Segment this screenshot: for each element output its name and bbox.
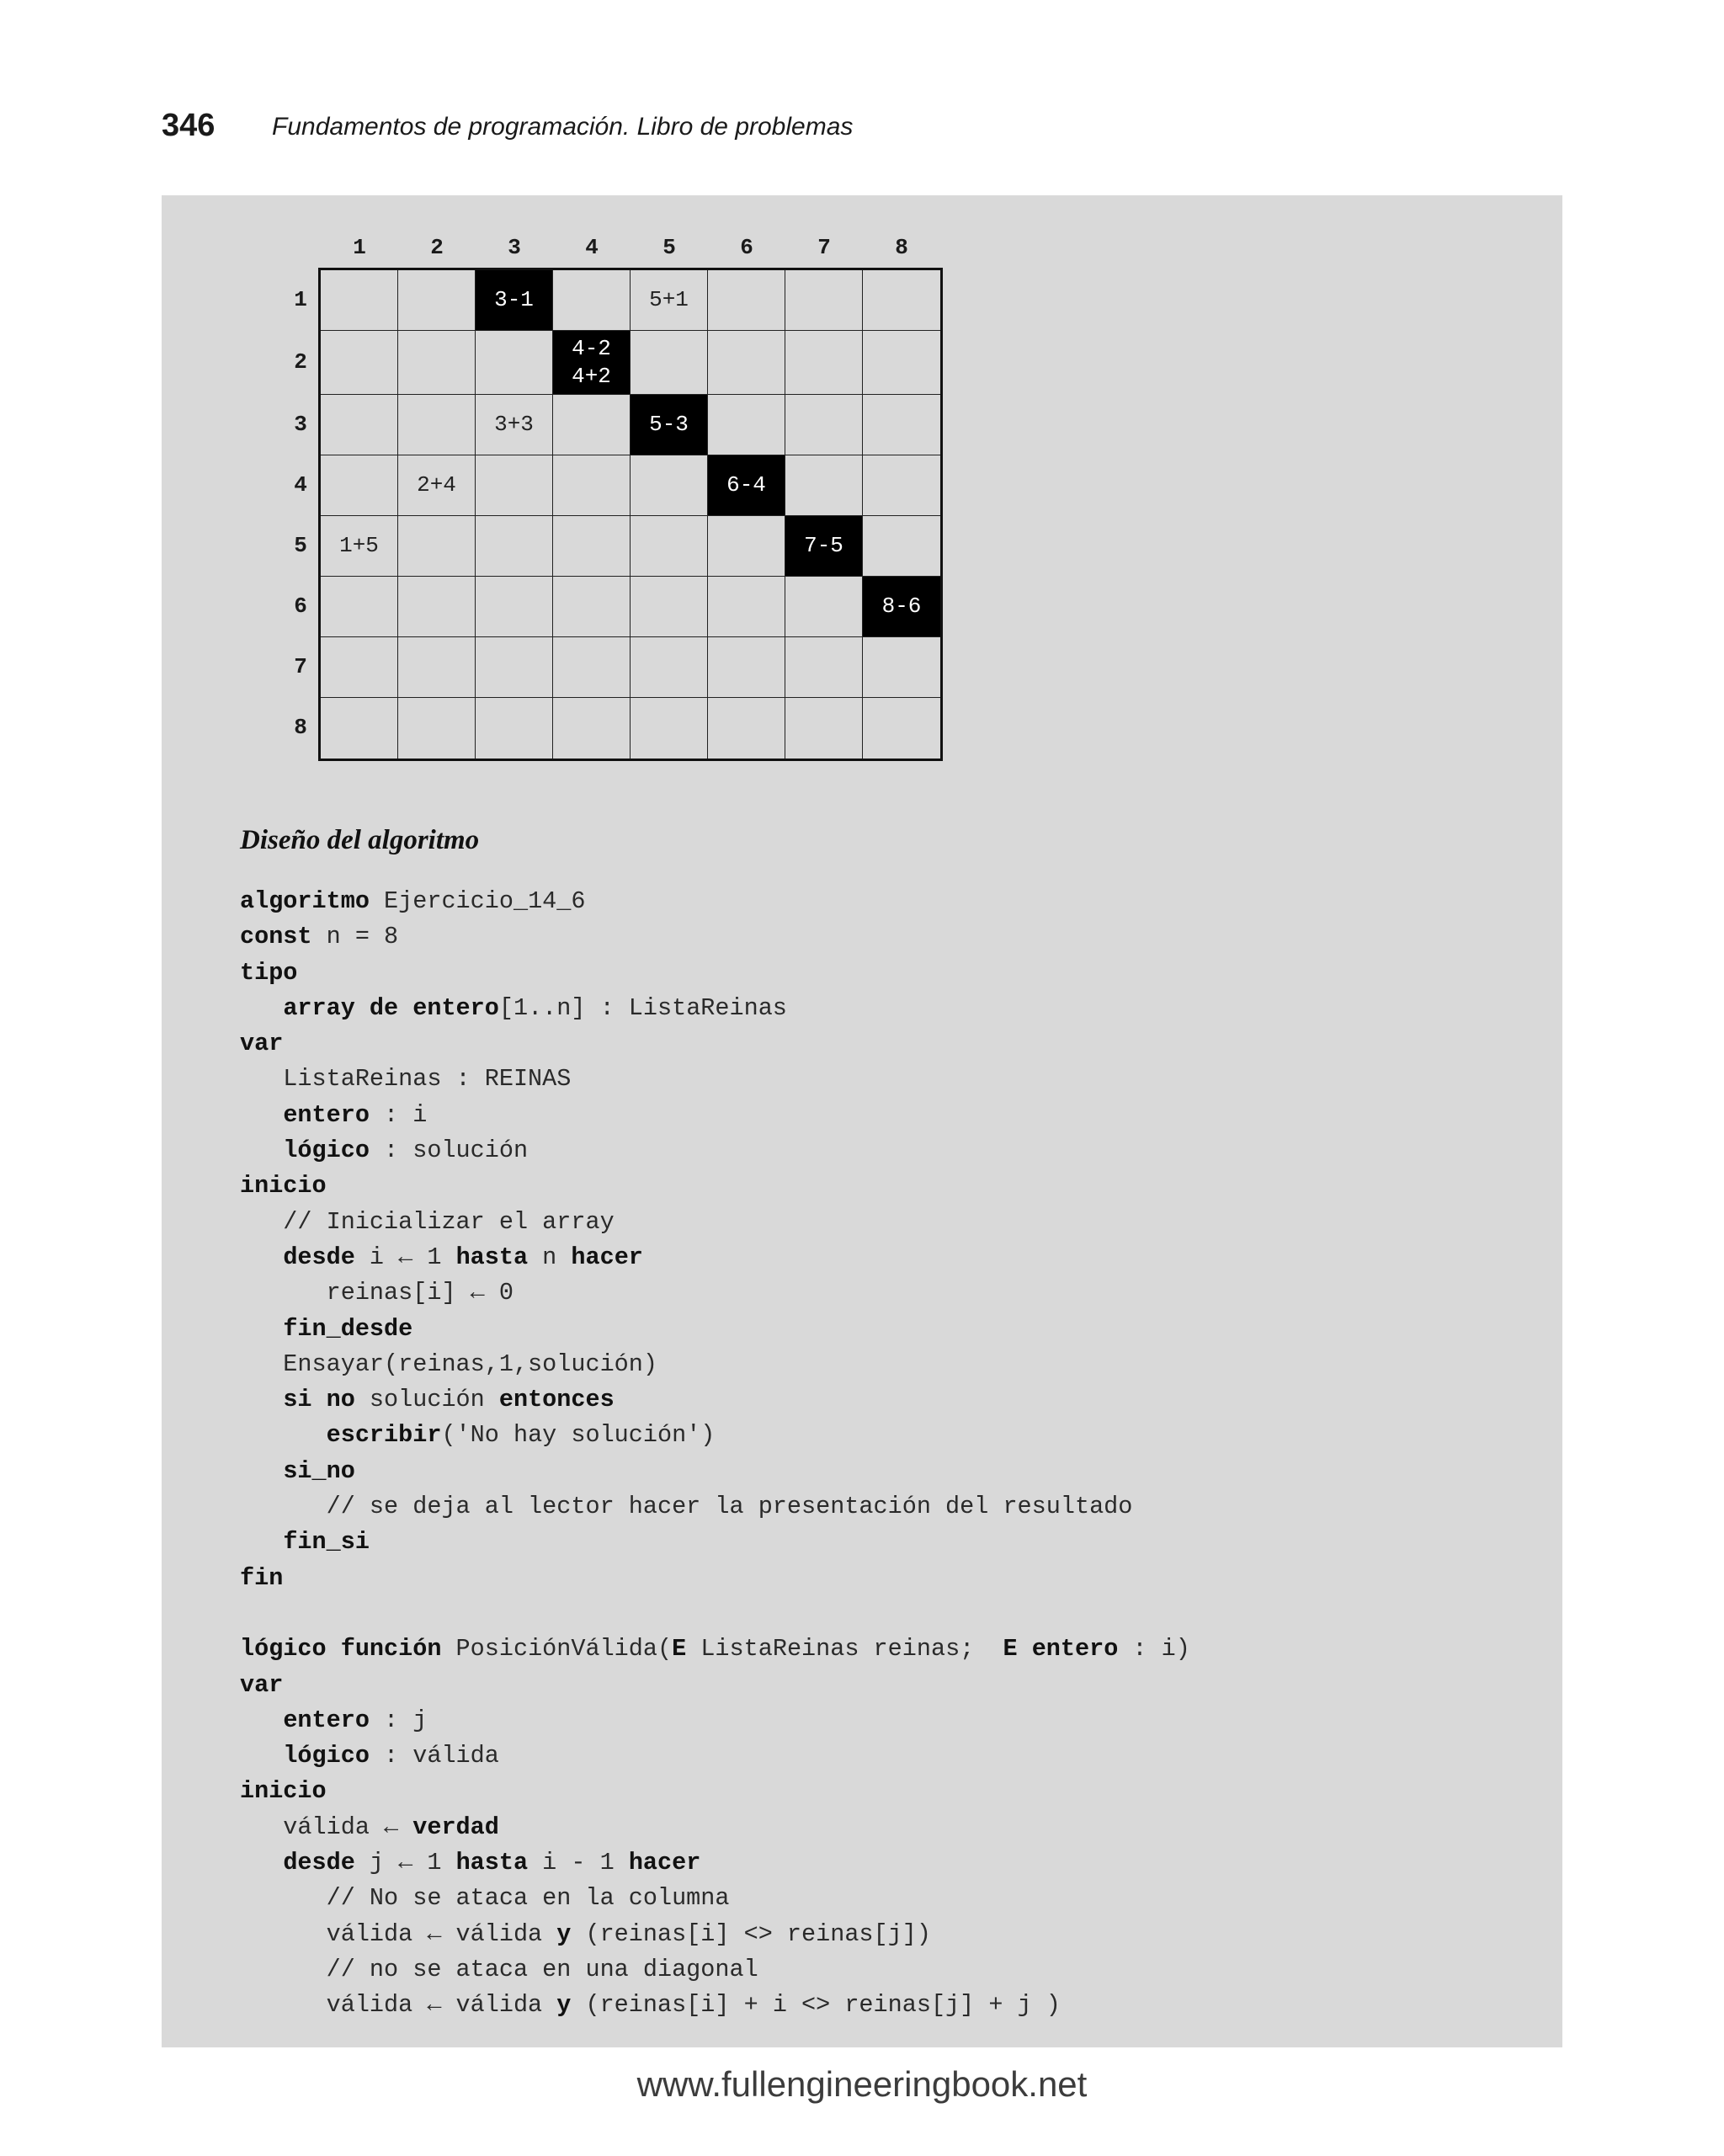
board-cell	[631, 577, 708, 637]
code-text	[240, 1101, 283, 1129]
cell-text: 3+3	[494, 412, 534, 438]
code-text: ('No hay solución')	[441, 1421, 716, 1450]
code-line	[240, 1845, 1190, 1881]
cell-text: 6-4	[726, 472, 766, 498]
board-cell	[863, 516, 940, 577]
column-label: 7	[817, 235, 831, 260]
code-line	[240, 1026, 1190, 1062]
code-line	[240, 956, 1190, 991]
section-title: Diseño del algoritmo	[240, 825, 480, 855]
code-text: solución	[354, 1386, 499, 1414]
board-cell	[321, 637, 398, 698]
code-line	[240, 1205, 1190, 1240]
board-cell	[476, 698, 553, 759]
code-keyword: hacer	[571, 1243, 643, 1271]
code-text: válida ←	[240, 1813, 413, 1841]
code-keyword: y	[556, 1991, 572, 2020]
board-cell	[631, 455, 708, 516]
code-keyword: lógico	[283, 1137, 370, 1165]
code-line	[240, 1240, 1190, 1275]
board-cell	[708, 516, 785, 577]
code-text	[240, 1457, 283, 1485]
queen-cell	[553, 331, 631, 395]
row-label: 7	[294, 654, 307, 679]
board-cell	[321, 577, 398, 637]
board-row	[321, 577, 940, 637]
code-text: : j	[369, 1706, 428, 1734]
code-keyword: E	[672, 1635, 687, 1664]
cell-text: 3-1	[494, 287, 534, 313]
board-cell	[398, 395, 476, 455]
board-cell	[785, 455, 863, 516]
board-row	[321, 270, 940, 331]
board-cell	[863, 395, 940, 455]
code-line	[240, 1312, 1190, 1347]
queen-cell	[785, 516, 863, 577]
cell-text: 5-3	[649, 412, 689, 438]
code-line	[240, 1489, 1190, 1525]
board-cell	[553, 637, 631, 698]
code-text: (reinas[i] + i <> reinas[j] + j )	[571, 1991, 1061, 2020]
row-label: 8	[294, 715, 307, 740]
board-cell	[398, 270, 476, 331]
column-label: 8	[895, 235, 908, 260]
code-keyword: algoritmo	[240, 887, 370, 915]
board-cell	[631, 331, 708, 395]
code-text	[240, 1315, 283, 1343]
code-text: ListaReinas reinas;	[686, 1635, 1003, 1664]
code-keyword: tipo	[240, 958, 298, 987]
code-keyword: fin	[240, 1563, 284, 1592]
board-cell	[785, 395, 863, 455]
code-line	[240, 1418, 1190, 1453]
footer-url: www.fullengineeringbook.net	[636, 2064, 1088, 2104]
cell-text: 1+5	[339, 533, 379, 559]
code-text: válida ← válida	[240, 1991, 557, 2020]
board-cell	[398, 516, 476, 577]
code-keyword: lógico función	[240, 1635, 442, 1664]
code-keyword: verdad	[412, 1813, 499, 1841]
board-cell	[863, 331, 940, 395]
code-keyword: array de entero	[283, 993, 499, 1022]
code-line	[240, 1596, 1190, 1632]
code-text: : solución	[369, 1137, 529, 1165]
pseudocode-block	[240, 884, 1190, 2024]
code-line	[240, 1774, 1190, 1809]
code-keyword: E entero	[1003, 1635, 1119, 1664]
board-cell	[553, 455, 631, 516]
board-cell	[553, 577, 631, 637]
code-text: n = 8	[311, 923, 399, 951]
board-row	[321, 455, 940, 516]
code-text	[240, 1706, 283, 1734]
code-keyword: inicio	[240, 1777, 327, 1806]
code-line	[240, 1168, 1190, 1204]
code-keyword: hasta	[455, 1849, 529, 1877]
board-cell	[785, 637, 863, 698]
code-text: : válida	[369, 1742, 499, 1770]
board-cell	[631, 270, 708, 331]
page-header	[162, 108, 1593, 150]
board-cell	[553, 395, 631, 455]
code-text	[240, 1137, 283, 1164]
cell-text: 7-5	[804, 533, 843, 559]
row-label: 5	[294, 533, 307, 558]
code-text: (reinas[i] <> reinas[j])	[571, 1919, 931, 1948]
book-title: Fundamentos de programación. Libro de problemas	[272, 113, 854, 141]
board-cell	[398, 577, 476, 637]
queen-cell	[708, 455, 785, 516]
code-keyword: hasta	[455, 1243, 529, 1271]
cell-text: 4-2	[572, 336, 611, 361]
code-text	[240, 1849, 283, 1877]
code-keyword: entero	[283, 1100, 370, 1129]
code-keyword: si no	[283, 1386, 355, 1414]
column-label: 4	[585, 235, 599, 260]
code-line	[240, 884, 1190, 919]
code-line	[240, 1062, 1190, 1097]
board-cell	[398, 331, 476, 395]
code-keyword: entero	[283, 1706, 370, 1734]
board-cell	[321, 395, 398, 455]
board-cell	[553, 516, 631, 577]
board-cell	[708, 331, 785, 395]
code-keyword: lógico	[283, 1742, 370, 1770]
code-keyword: si_no	[283, 1456, 355, 1485]
code-text	[240, 1421, 327, 1449]
board-cell	[321, 270, 398, 331]
code-text: // se deja al lector hacer la presentación del resultado	[240, 1493, 1133, 1521]
cell-text: 4+2	[572, 363, 611, 389]
column-label: 1	[353, 235, 366, 260]
board-row	[321, 698, 940, 759]
code-line	[240, 1098, 1190, 1133]
board-cell	[476, 516, 553, 577]
code-line	[240, 1952, 1190, 1988]
code-text: j ← 1	[354, 1849, 456, 1877]
queen-cell	[476, 270, 553, 331]
code-line	[240, 1668, 1190, 1703]
code-text: Ejercicio_14_6	[369, 887, 586, 915]
code-line	[240, 1703, 1190, 1738]
code-line	[240, 991, 1190, 1026]
code-keyword: hacer	[628, 1849, 701, 1877]
code-line	[240, 1881, 1190, 1916]
board-cell	[785, 270, 863, 331]
cell-text: 2+4	[417, 472, 456, 498]
board-cell	[476, 395, 553, 455]
code-line	[240, 1275, 1190, 1311]
code-keyword: const	[240, 923, 312, 951]
board-cell	[398, 455, 476, 516]
code-text: // no se ataca en una diagonal	[240, 1955, 758, 1983]
code-text	[240, 1742, 283, 1770]
code-text: [1..n] : ListaReinas	[498, 993, 787, 1022]
code-keyword: entonces	[498, 1386, 615, 1414]
code-text: válida ← válida	[240, 1919, 557, 1948]
code-text: i ← 1	[354, 1243, 456, 1271]
code-text: : i	[369, 1100, 428, 1129]
board-row	[321, 331, 940, 395]
code-keyword: escribir	[326, 1421, 442, 1450]
code-keyword: var	[240, 1030, 284, 1058]
board-cell	[863, 637, 940, 698]
board-cell	[785, 577, 863, 637]
code-keyword: y	[556, 1919, 572, 1948]
code-line	[240, 1133, 1190, 1168]
board-cell	[553, 698, 631, 759]
row-label: 4	[294, 472, 307, 498]
board-cell	[398, 698, 476, 759]
code-text: // Inicializar el array	[240, 1207, 615, 1236]
board-cell	[708, 577, 785, 637]
board-cell	[863, 698, 940, 759]
column-label: 2	[430, 235, 444, 260]
column-label: 5	[662, 235, 676, 260]
board-cell	[863, 270, 940, 331]
code-text: Ensayar(reinas,1,solución)	[240, 1349, 657, 1378]
board-cell	[553, 270, 631, 331]
code-line	[240, 1382, 1190, 1418]
page-number: 346	[162, 108, 216, 143]
queen-cell	[631, 395, 708, 455]
board-row	[321, 637, 940, 698]
code-line	[240, 1738, 1190, 1774]
board-cell	[321, 455, 398, 516]
code-line	[240, 1810, 1190, 1845]
board-cell	[321, 516, 398, 577]
code-line	[240, 1988, 1190, 2023]
code-keyword: desde	[283, 1849, 355, 1877]
column-label: 6	[740, 235, 753, 260]
row-label: 2	[294, 349, 307, 375]
board-cell	[631, 637, 708, 698]
code-text: PosiciónVálida(	[441, 1635, 673, 1664]
board-cell	[708, 395, 785, 455]
board-row	[321, 395, 940, 455]
board-cell	[631, 516, 708, 577]
board-cell	[708, 637, 785, 698]
column-label: 3	[508, 235, 521, 260]
code-text: : i)	[1118, 1635, 1190, 1664]
code-text	[240, 994, 283, 1022]
code-line	[240, 1561, 1190, 1596]
code-keyword: fin_si	[283, 1528, 370, 1557]
code-text: // No se ataca en la columna	[240, 1884, 730, 1913]
board-cell	[785, 698, 863, 759]
code-keyword: var	[240, 1670, 284, 1699]
code-line	[240, 919, 1190, 955]
board-cell	[708, 270, 785, 331]
code-line	[240, 1917, 1190, 1952]
row-label: 3	[294, 412, 307, 437]
code-text: ListaReinas : REINAS	[240, 1065, 572, 1094]
board-cell	[863, 455, 940, 516]
code-keyword: inicio	[240, 1172, 327, 1200]
content-box	[162, 195, 1562, 2047]
code-keyword: fin_desde	[283, 1314, 413, 1343]
code-text	[240, 1386, 283, 1413]
cell-text: 5+1	[649, 287, 689, 313]
queen-cell	[863, 577, 940, 637]
cell-text: 8-6	[881, 594, 922, 620]
code-keyword: desde	[283, 1243, 355, 1271]
code-text	[240, 1243, 283, 1271]
board-cell	[398, 637, 476, 698]
board-cell	[476, 455, 553, 516]
board-cell	[476, 577, 553, 637]
board-cell	[476, 637, 553, 698]
code-text	[240, 1528, 283, 1556]
chessboard	[318, 268, 943, 761]
row-label: 1	[294, 287, 307, 312]
row-label: 6	[294, 594, 307, 619]
board-row	[321, 516, 940, 577]
board-cell	[785, 331, 863, 395]
code-line	[240, 1454, 1190, 1489]
board-cell	[321, 698, 398, 759]
code-line	[240, 1632, 1190, 1667]
code-text: i - 1	[528, 1849, 629, 1877]
code-text: reinas[i] ← 0	[240, 1279, 513, 1307]
code-line	[240, 1347, 1190, 1382]
code-line	[240, 1525, 1190, 1560]
board-cell	[631, 698, 708, 759]
board-cell	[321, 331, 398, 395]
board-cell	[708, 698, 785, 759]
board-cell	[476, 331, 553, 395]
code-text: n	[528, 1243, 572, 1271]
